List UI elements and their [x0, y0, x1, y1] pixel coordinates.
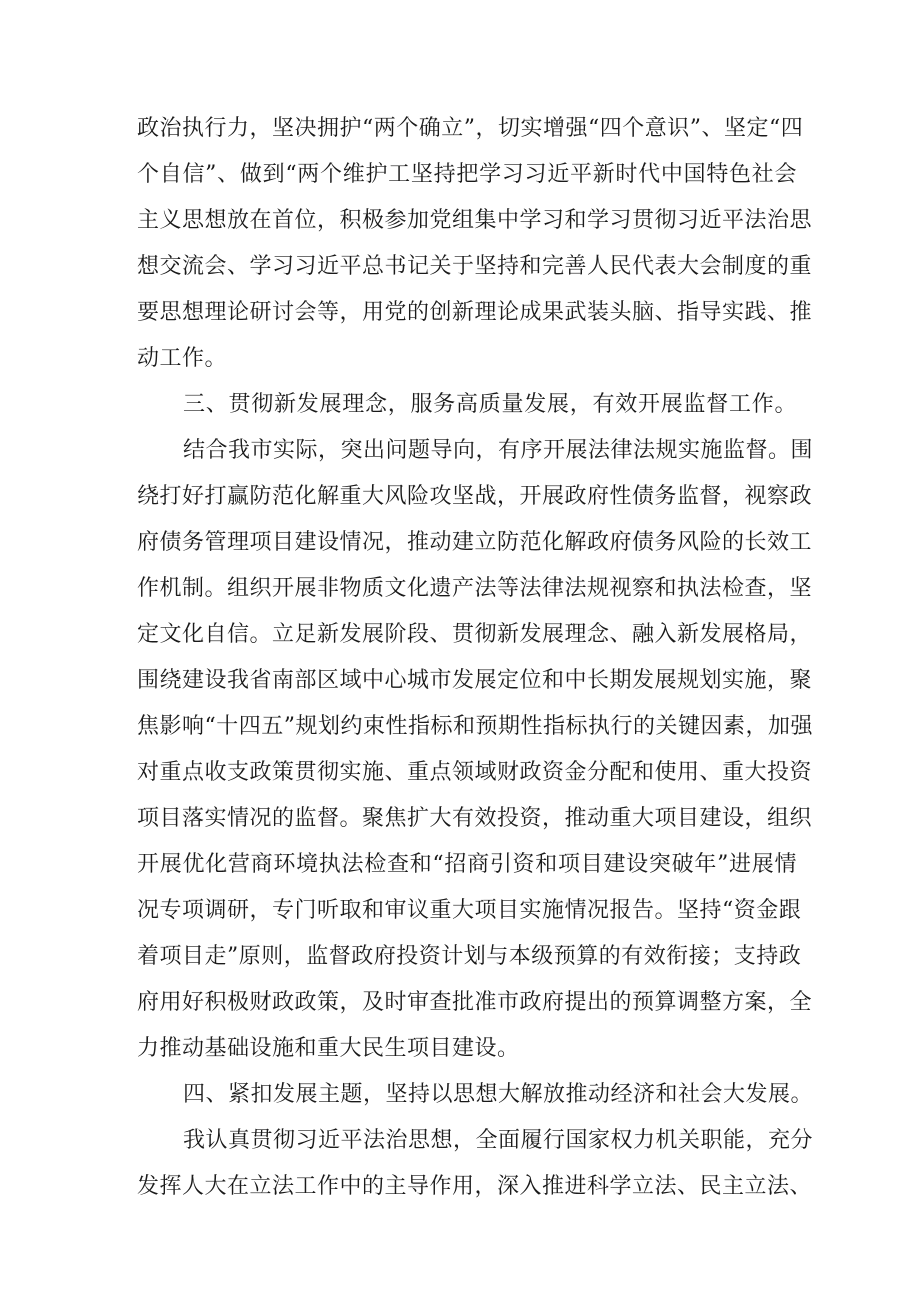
text-line: 府债务管理项目建设情况，推动建立防范化解政府债务风险的长效工: [137, 530, 813, 555]
text-line: 想交流会、学习习近平总书记关于坚持和完善人民代表大会制度的重: [137, 254, 813, 279]
text-line: 着项目走”原则，监督政府投资计划与本级预算的有效衔接；支持政: [137, 944, 802, 969]
text-line: 绕打好打赢防范化解重大风险攻坚战，开展政府性债务监督，视察政: [137, 484, 813, 509]
text-line: 定文化自信。立足新发展阶段、贯彻新发展理念、融入新发展格局，: [137, 622, 813, 647]
text-line: 对重点收支政策贯彻实施、重点领域财政资金分配和使用、重大投资: [137, 760, 813, 785]
section-heading: 四、紧扣发展主题，坚持以思想大解放推动经济和社会大发展。: [183, 1082, 814, 1107]
text-line: 要思想理论研讨会等，用党的创新理论成果武装头脑、指导实践、推: [137, 300, 813, 325]
text-line: 动工作。: [137, 346, 228, 371]
text-line: 府用好积极财政政策，及时审查批准市政府提出的预算调整方案，全: [137, 990, 813, 1015]
text-line: 发挥人大在立法工作中的主导作用，深入推进科学立法、民主立法、: [137, 1174, 813, 1199]
section-heading: 三、贯彻新发展理念，服务高质量发展，有效开展监督工作。: [183, 392, 797, 417]
text-line: 况专项调研，专门听取和审议重大项目实施情况报告。坚持“资金跟: [137, 898, 802, 923]
text-line: 个自信”、做到“两个维护工坚持把学习习近平新时代中国特色社会: [137, 162, 797, 187]
text-line: 结合我市实际，突出问题导向，有序开展法律法规实施监督。围: [183, 438, 814, 463]
text-line: 围绕建设我省南部区域中心城市发展定位和中长期发展规划实施，聚: [137, 668, 813, 693]
text-line: 我认真贯彻习近平法治思想，全面履行国家权力机关职能，充分: [183, 1128, 814, 1153]
text-line: 力推动基础设施和重大民生项目建设。: [137, 1036, 520, 1061]
text-line: 主义思想放在首位，积极参加党组集中学习和学习贯彻习近平法治思: [137, 208, 813, 233]
text-line: 开展优化营商环境执法检查和“招商引资和项目建设突破年”进展情: [137, 852, 797, 877]
text-line: 作机制。组织开展非物质文化遗产法等法律法规视察和执法检查，坚: [137, 576, 813, 601]
text-line: 焦影响“十四五”规划约束性指标和预期性指标执行的关键因素，加强: [137, 714, 813, 739]
text-line: 政治执行力，坚决拥护“两个确立”，切实增强“四个意识”、坚定“四: [137, 116, 804, 141]
text-line: 项目落实情况的监督。聚焦扩大有效投资，推动重大项目建设，组织: [137, 806, 813, 831]
